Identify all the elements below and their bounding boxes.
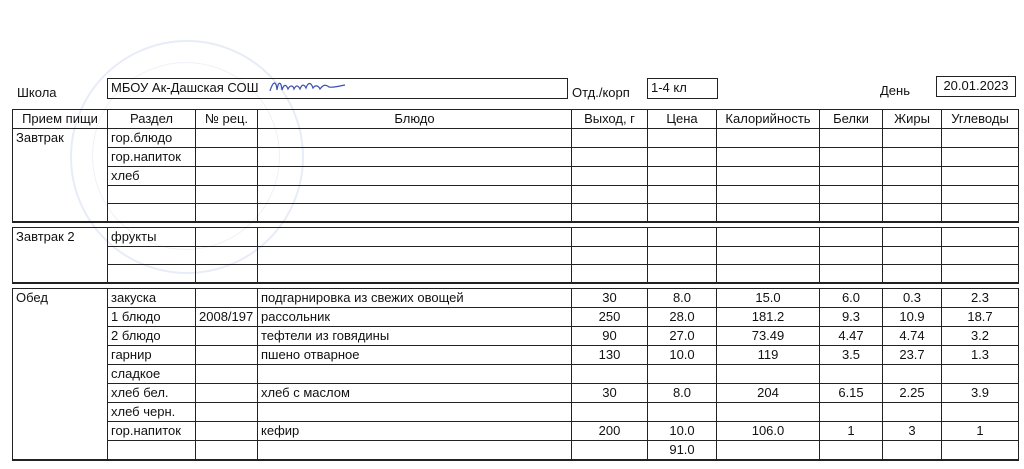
cell-price: 91.0 <box>648 441 717 461</box>
cell-calories <box>717 441 820 461</box>
cell-recipe <box>196 403 258 422</box>
cell-price <box>648 204 717 222</box>
cell-fat <box>883 167 942 186</box>
cell-yield <box>572 265 648 283</box>
cell-fat: 4.74 <box>883 327 942 346</box>
table-row <box>13 204 1019 222</box>
cell-section <box>108 186 196 204</box>
cell-yield: 90 <box>572 327 648 346</box>
cell-carbs: 3.2 <box>942 327 1019 346</box>
cell-protein <box>820 228 883 247</box>
cell-calories <box>717 148 820 167</box>
cell-protein <box>820 129 883 148</box>
col-header-price: Цена <box>648 110 717 129</box>
cell-fat: 23.7 <box>883 346 942 365</box>
cell-dish <box>258 403 572 422</box>
cell-recipe <box>196 167 258 186</box>
cell-yield <box>572 186 648 204</box>
cell-protein: 4.47 <box>820 327 883 346</box>
cell-carbs: 18.7 <box>942 308 1019 327</box>
day-label: День <box>880 83 910 98</box>
cell-carbs <box>942 441 1019 461</box>
cell-section <box>108 204 196 222</box>
cell-calories <box>717 129 820 148</box>
cell-carbs <box>942 167 1019 186</box>
header-row <box>13 110 1019 129</box>
school-label: Школа <box>17 85 57 100</box>
cell-price <box>648 186 717 204</box>
cell-recipe <box>196 228 258 247</box>
cell-fat: 0.3 <box>883 289 942 308</box>
cell-price <box>648 228 717 247</box>
cell-calories: 106.0 <box>717 422 820 441</box>
cell-section: сладкое <box>108 365 196 384</box>
cell-section: хлеб бел. <box>108 384 196 403</box>
cell-dish: подгарнировка из свежих овощей <box>258 289 572 308</box>
cell-section: гарнир <box>108 346 196 365</box>
cell-carbs <box>942 148 1019 167</box>
cell-fat <box>883 365 942 384</box>
cell-yield <box>572 148 648 167</box>
col-header-dish: Блюдо <box>258 110 572 129</box>
cell-recipe <box>196 289 258 308</box>
cell-protein: 1 <box>820 422 883 441</box>
cell-recipe <box>196 204 258 222</box>
cell-calories <box>717 403 820 422</box>
cell-recipe <box>196 365 258 384</box>
cell-fat <box>883 441 942 461</box>
col-header-recipe: № рец. <box>196 110 258 129</box>
cell-carbs <box>942 228 1019 247</box>
col-header-fat: Жиры <box>883 110 942 129</box>
table-row <box>13 289 1019 308</box>
cell-protein <box>820 204 883 222</box>
cell-fat <box>883 204 942 222</box>
cell-yield: 130 <box>572 346 648 365</box>
cell-carbs <box>942 365 1019 384</box>
meal-name-cell: Завтрак 2 <box>13 228 108 283</box>
table-row <box>13 129 1019 148</box>
cell-carbs <box>942 403 1019 422</box>
cell-calories: 73.49 <box>717 327 820 346</box>
cell-yield <box>572 441 648 461</box>
cell-recipe <box>196 148 258 167</box>
cell-yield: 200 <box>572 422 648 441</box>
cell-calories <box>717 186 820 204</box>
cell-recipe <box>196 384 258 403</box>
cell-section: хлеб черн. <box>108 403 196 422</box>
cell-calories <box>717 228 820 247</box>
cell-carbs: 3.9 <box>942 384 1019 403</box>
cell-section: закуска <box>108 289 196 308</box>
cell-carbs <box>942 186 1019 204</box>
day-field: 20.01.2023 <box>936 76 1016 97</box>
cell-dish <box>258 204 572 222</box>
cell-price <box>648 403 717 422</box>
cell-price <box>648 167 717 186</box>
cell-calories: 204 <box>717 384 820 403</box>
cell-fat <box>883 403 942 422</box>
cell-calories <box>717 365 820 384</box>
cell-yield: 30 <box>572 289 648 308</box>
school-name-field: МБОУ Ак-Дашская СОШ <box>107 78 568 99</box>
cell-section: фрукты <box>108 228 196 247</box>
col-header-carbs: Углеводы <box>942 110 1019 129</box>
cell-fat <box>883 228 942 247</box>
cell-section: гор.напиток <box>108 422 196 441</box>
cell-section: 1 блюдо <box>108 308 196 327</box>
cell-price: 28.0 <box>648 308 717 327</box>
cell-calories <box>717 167 820 186</box>
cell-protein: 3.5 <box>820 346 883 365</box>
cell-recipe <box>196 186 258 204</box>
cell-dish: кефир <box>258 422 572 441</box>
cell-fat <box>883 265 942 283</box>
table-row <box>13 384 1019 403</box>
cell-price: 10.0 <box>648 346 717 365</box>
cell-calories: 15.0 <box>717 289 820 308</box>
cell-fat: 2.25 <box>883 384 942 403</box>
cell-carbs: 2.3 <box>942 289 1019 308</box>
table-row <box>13 403 1019 422</box>
cell-protein <box>820 265 883 283</box>
cell-dish <box>258 265 572 283</box>
cell-dish: пшено отварное <box>258 346 572 365</box>
cell-calories <box>717 265 820 283</box>
cell-fat <box>883 129 942 148</box>
cell-dish <box>258 148 572 167</box>
cell-recipe <box>196 422 258 441</box>
cell-recipe <box>196 247 258 265</box>
cell-protein <box>820 441 883 461</box>
meal-name-cell: Обед <box>13 289 108 461</box>
cell-section: 2 блюдо <box>108 327 196 346</box>
cell-protein: 6.15 <box>820 384 883 403</box>
cell-recipe <box>196 129 258 148</box>
cell-yield: 250 <box>572 308 648 327</box>
cell-yield <box>572 129 648 148</box>
cell-section <box>108 247 196 265</box>
dept-field: 1-4 кл <box>647 78 718 99</box>
table-row <box>13 365 1019 384</box>
cell-protein <box>820 365 883 384</box>
cell-recipe <box>196 441 258 461</box>
cell-protein <box>820 403 883 422</box>
cell-price: 8.0 <box>648 289 717 308</box>
cell-recipe <box>196 265 258 283</box>
table-row <box>13 422 1019 441</box>
cell-fat: 3 <box>883 422 942 441</box>
cell-fat <box>883 148 942 167</box>
col-header-yield: Выход, г <box>572 110 648 129</box>
cell-fat: 10.9 <box>883 308 942 327</box>
col-header-section: Раздел <box>108 110 196 129</box>
cell-dish <box>258 365 572 384</box>
table-row <box>13 228 1019 247</box>
cell-price: 8.0 <box>648 384 717 403</box>
cell-section: хлеб <box>108 167 196 186</box>
cell-dish <box>258 228 572 247</box>
cell-carbs <box>942 204 1019 222</box>
dept-label: Отд./корп <box>572 85 630 100</box>
cell-protein <box>820 167 883 186</box>
cell-dish <box>258 441 572 461</box>
cell-calories: 119 <box>717 346 820 365</box>
cell-section <box>108 441 196 461</box>
cell-yield <box>572 204 648 222</box>
table-row <box>13 167 1019 186</box>
cell-price <box>648 365 717 384</box>
cell-protein <box>820 148 883 167</box>
cell-recipe: 2008/197 <box>196 308 258 327</box>
meal-name-cell: Завтрак <box>13 129 108 222</box>
cell-carbs: 1.3 <box>942 346 1019 365</box>
cell-fat <box>883 247 942 265</box>
cell-section: гор.напиток <box>108 148 196 167</box>
cell-protein: 9.3 <box>820 308 883 327</box>
cell-carbs <box>942 247 1019 265</box>
cell-calories <box>717 247 820 265</box>
cell-price <box>648 247 717 265</box>
table-row <box>13 247 1019 265</box>
cell-section <box>108 265 196 283</box>
cell-yield <box>572 365 648 384</box>
cell-price: 27.0 <box>648 327 717 346</box>
col-header-meal: Прием пищи <box>13 110 108 129</box>
cell-carbs: 1 <box>942 422 1019 441</box>
cell-calories <box>717 204 820 222</box>
table-row <box>13 327 1019 346</box>
menu-table <box>12 109 1019 461</box>
table-row <box>13 148 1019 167</box>
cell-yield <box>572 403 648 422</box>
cell-price <box>648 129 717 148</box>
cell-dish <box>258 247 572 265</box>
cell-carbs <box>942 129 1019 148</box>
cell-calories: 181.2 <box>717 308 820 327</box>
cell-yield <box>572 228 648 247</box>
table-row <box>13 441 1019 461</box>
cell-section: гор.блюдо <box>108 129 196 148</box>
cell-dish: хлеб с маслом <box>258 384 572 403</box>
table-row <box>13 308 1019 327</box>
cell-carbs <box>942 265 1019 283</box>
table-row <box>13 186 1019 204</box>
table-row <box>13 265 1019 283</box>
cell-fat <box>883 186 942 204</box>
cell-protein <box>820 247 883 265</box>
cell-yield <box>572 167 648 186</box>
table-row <box>13 346 1019 365</box>
cell-price <box>648 148 717 167</box>
cell-dish <box>258 167 572 186</box>
cell-recipe <box>196 346 258 365</box>
cell-protein <box>820 186 883 204</box>
cell-dish <box>258 129 572 148</box>
handwritten-signature-icon <box>267 76 349 96</box>
cell-protein: 6.0 <box>820 289 883 308</box>
cell-dish: тефтели из говядины <box>258 327 572 346</box>
cell-price: 10.0 <box>648 422 717 441</box>
cell-yield: 30 <box>572 384 648 403</box>
cell-yield <box>572 247 648 265</box>
cell-price <box>648 265 717 283</box>
col-header-protein: Белки <box>820 110 883 129</box>
cell-recipe <box>196 327 258 346</box>
col-header-calories: Калорийность <box>717 110 820 129</box>
cell-dish <box>258 186 572 204</box>
cell-dish: рассольник <box>258 308 572 327</box>
